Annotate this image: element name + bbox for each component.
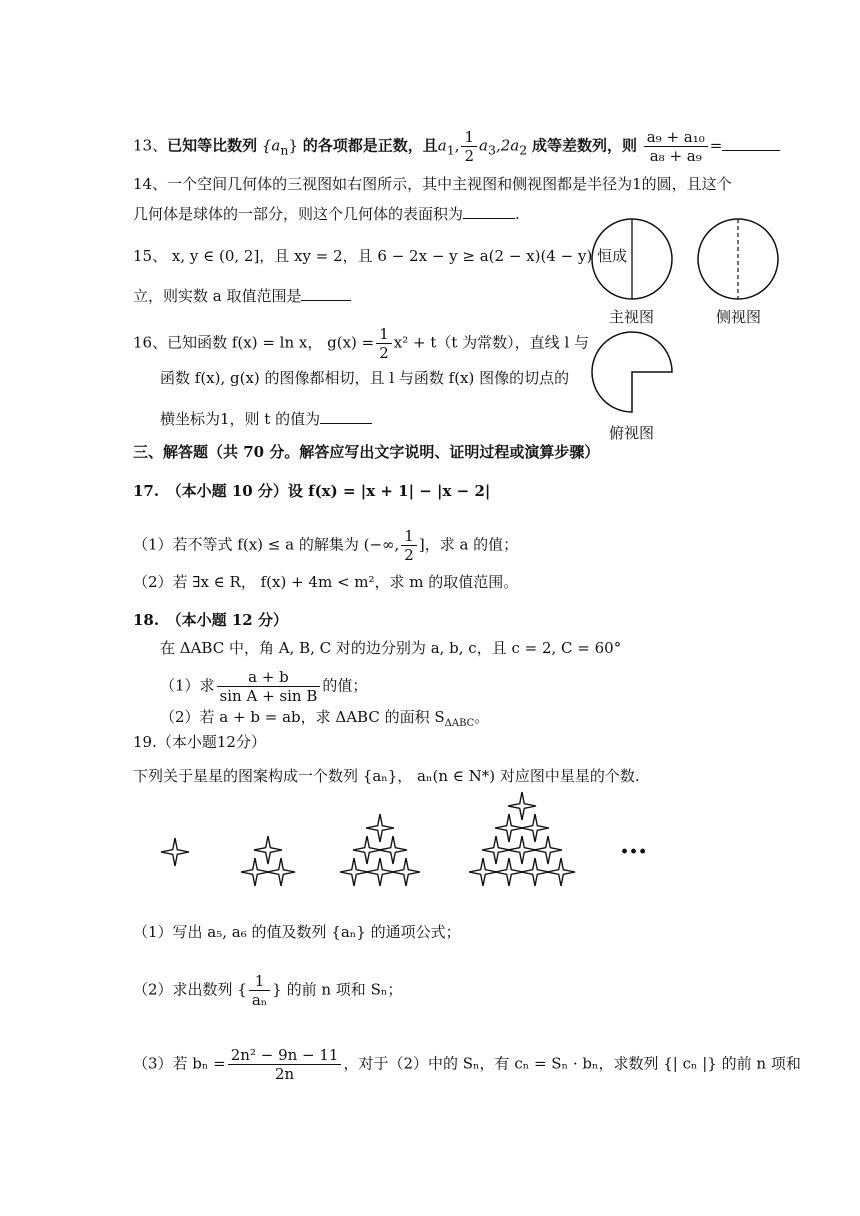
q13-term-b-sub: 3 — [487, 142, 496, 158]
q18-part2-text: （2）若 a + b = ab，求 ΔABC 的面积 S — [160, 708, 445, 726]
q18-part2-sub: ΔABC — [444, 718, 475, 729]
side-view-label: 侧视图 — [716, 308, 762, 326]
q19-part2-num: 1 — [249, 972, 270, 991]
q19-part2 — [133, 972, 402, 1009]
q19-stem: 下列关于星星的图案构成一个数列 {aₙ}， aₙ(n ∈ N*) 对应图中星星的个数. — [133, 767, 640, 785]
q13-seq: {a — [261, 136, 281, 155]
q14-line2-text: 几何体是球体的一部分，则这个几何体的表面积为 — [133, 205, 464, 223]
q13-number: 13、 — [133, 136, 168, 155]
q16-half-den: 2 — [379, 344, 389, 362]
q19-part2-a: （2）求出数列 { — [133, 980, 247, 999]
star-4-2 — [495, 814, 523, 842]
star-4-4 — [482, 836, 510, 864]
q13-term-c: ,2a — [495, 136, 520, 155]
star-3-5 — [366, 858, 394, 886]
q13-half-den: 2 — [464, 147, 475, 165]
star-3-2 — [353, 836, 381, 864]
star-3-3 — [379, 836, 407, 864]
q13-term-c-sub: 2 — [519, 142, 528, 158]
q13-seq-end: } — [288, 136, 298, 155]
q13-term-a: a — [437, 136, 447, 155]
top-view-label: 俯视图 — [609, 424, 655, 442]
star-4-5 — [508, 836, 536, 864]
q18-title: 18. （本小题 12 分） — [133, 611, 288, 629]
star-3-4 — [340, 858, 368, 886]
star-4-1 — [508, 792, 536, 820]
star-4-8 — [495, 858, 523, 886]
q18-part1-a: （1）求 — [160, 676, 215, 695]
q13-seq-sub: n — [280, 142, 289, 158]
q19-part3 — [133, 1046, 801, 1083]
q18-part1-b: 的值； — [322, 676, 368, 695]
q17-half-den: 2 — [404, 546, 414, 564]
q19-part3-b: ，对于（2）中的 Sₙ，有 cₙ = Sₙ · bₙ，求数列 {| cₙ |} 的前 n 项和 — [343, 1054, 801, 1073]
star-1-1 — [161, 838, 189, 866]
q15-line1: 15、 x, y ∈ (0, 2]，且 xy = 2，且 6 − 2x − y ≥ a(2 − x)(4 − y) 恒成 — [133, 247, 628, 265]
q16-line1-b: x² + t（t 为常数），直线 l 与 — [393, 333, 590, 352]
q19-title: 19.（本小题12分） — [133, 733, 266, 751]
q19-part1: （1）写出 a₅, a₆ 的值及数列 {aₙ} 的通项公式； — [133, 923, 461, 941]
q19-part3-fraction — [228, 1046, 342, 1083]
q17-title: 17. （本小题 10 分）设 f(x) = |x + 1| − |x − 2| — [133, 482, 491, 500]
q13-text-c: 成等差数列，则 — [531, 136, 637, 155]
q18-part2-end: 。 — [474, 708, 490, 726]
q16-line1-a: 16、已知函数 f(x) = ln x， g(x) = — [133, 333, 375, 352]
q13-ratio-den: a₈ + a₉ — [649, 147, 702, 165]
q18-fraction-num: a + b — [217, 668, 321, 687]
q16-line2: 函数 f(x), g(x) 的图像都相切，且 l 与函数 f(x) 图像的切点的 — [160, 369, 570, 387]
star-2-2 — [241, 858, 269, 886]
q19-part2-b: } 的前 n 项和 Sₙ； — [272, 980, 403, 999]
star-4-9 — [521, 858, 549, 886]
q13-text-b: 的各项都是正数，且 — [302, 136, 438, 155]
q19-part3-den: 2n — [275, 1065, 295, 1083]
q13-term-b: a — [479, 136, 488, 155]
q17-part1-a: （1）若不等式 f(x) ≤ a 的解集为 (−∞, — [133, 535, 400, 554]
q19-part3-a: （3）若 bₙ = — [133, 1054, 226, 1073]
q16-line3-text: 横坐标为1，则 t 的值为 — [160, 410, 321, 428]
q19-part2-fraction — [249, 972, 270, 1009]
q13-text-a: 已知等比数列 — [167, 136, 258, 155]
q18-stem: 在 ΔABC 中，角 A, B, C 对的边分别为 a, b, c，且 c = 2, C = 60° — [160, 639, 622, 657]
star-4-7 — [469, 858, 497, 886]
star-ellipsis: ··· — [620, 837, 648, 867]
star-3-6 — [392, 858, 420, 886]
front-view-label: 主视图 — [609, 308, 655, 326]
q17-half-num: 1 — [401, 527, 417, 546]
q19-part2-den: aₙ — [251, 991, 268, 1009]
q13-comma: , — [454, 136, 460, 155]
q15-line2-text: 立，则实数 a 取值范围是 — [133, 287, 302, 305]
q14-line2-end: . — [515, 205, 520, 223]
q14-line1: 14、一个空间几何体的三视图如右图所示，其中主视图和侧视图都是半径为1的圆，且这个 — [133, 175, 732, 193]
star-4-10 — [547, 858, 575, 886]
star-2-1 — [254, 836, 282, 864]
star-4-3 — [521, 814, 549, 842]
q13-ratio-num: a₉ + a₁₀ — [644, 128, 708, 147]
q16-half-num: 1 — [376, 325, 392, 344]
star-2-3 — [267, 858, 295, 886]
star-3-1 — [366, 814, 394, 842]
q17-part2: （2）若 ∃x ∈ R， f(x) + 4m < m²，求 m 的取值范围。 — [133, 573, 519, 591]
section-3-heading: 三、解答题（共 70 分。解答应写出文字说明、证明过程或演算步骤） — [133, 443, 600, 461]
q17-part1-b: ]，求 a 的值； — [418, 535, 519, 554]
q18-fraction-den: sin A + sin B — [219, 687, 318, 705]
star-4-6 — [534, 836, 562, 864]
q13-eq: = — [709, 136, 723, 155]
q13-half-num: 1 — [461, 128, 477, 147]
q19-part3-num: 2n² − 9n − 11 — [228, 1046, 342, 1065]
q13-term-a-sub: 1 — [446, 142, 455, 158]
